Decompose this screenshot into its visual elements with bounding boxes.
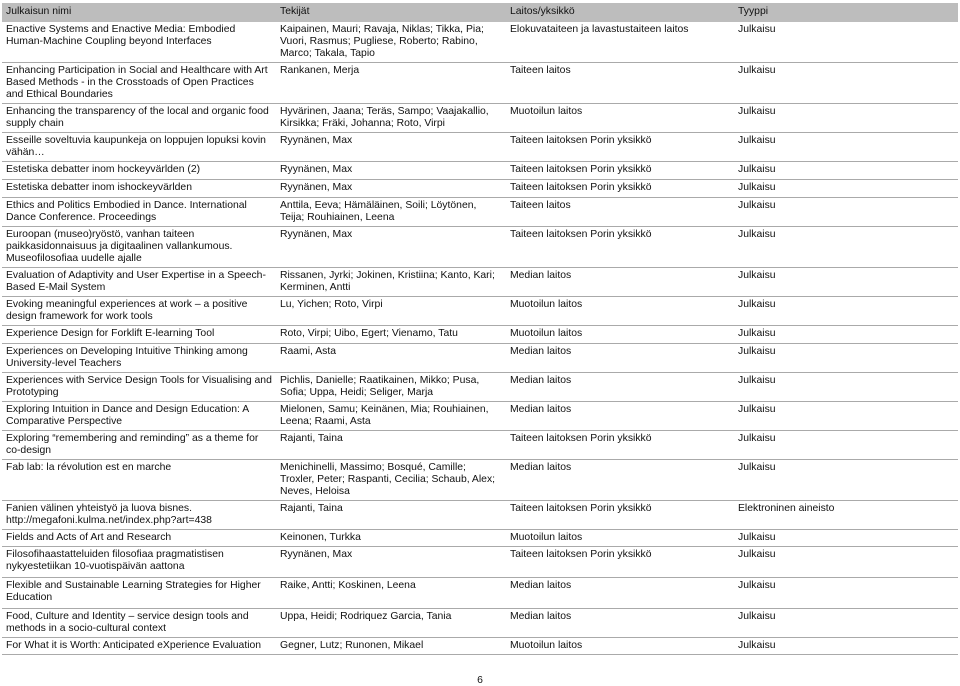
cell-type: Julkaisu	[734, 609, 958, 638]
cell-unit: Elokuvataiteen ja lavastustaiteen laitos	[506, 22, 734, 63]
cell-authors: Ryynänen, Max	[276, 547, 506, 578]
cell-title: Euroopan (museo)ryöstö, vanhan taiteen paikkasidonnaisuus ja digitaalinen vallankumous. Museofilosofiaa uudelle ajalle	[2, 227, 276, 268]
table-row	[2, 326, 958, 344]
cell-unit: Taiteen laitoksen Porin yksikkö	[506, 133, 734, 162]
cell-authors: Gegner, Lutz; Runonen, Mikael	[276, 638, 506, 655]
publications-table	[2, 3, 958, 655]
cell-authors: Mielonen, Samu; Keinänen, Mia; Rouhiainen, Leena; Raami, Asta	[276, 402, 506, 431]
cell-type: Julkaisu	[734, 133, 958, 162]
cell-title: Esseille soveltuvia kaupunkeja on loppujen lopuksi kovin vähän…	[2, 133, 276, 162]
cell-authors: Ryynänen, Max	[276, 180, 506, 198]
cell-title: Evaluation of Adaptivity and User Expertise in a Speech-Based E-Mail System	[2, 268, 276, 297]
cell-type: Julkaisu	[734, 104, 958, 133]
cell-title: Enactive Systems and Enactive Media: Embodied Human-Machine Coupling beyond Interfaces	[2, 22, 276, 63]
table-row	[2, 104, 958, 133]
cell-authors: Rankanen, Merja	[276, 63, 506, 104]
column-header-title: Julkaisun nimi	[2, 3, 276, 22]
cell-type: Julkaisu	[734, 578, 958, 609]
cell-authors: Ryynänen, Max	[276, 133, 506, 162]
cell-title: Estetiska debatter inom ishockeyvärlden	[2, 180, 276, 198]
cell-unit: Median laitos	[506, 609, 734, 638]
table-header-row	[2, 3, 958, 22]
cell-title: Exploring Intuition in Dance and Design Education: A Comparative Perspective	[2, 402, 276, 431]
cell-type: Julkaisu	[734, 460, 958, 501]
cell-title: Experiences on Developing Intuitive Thinking among University-level Teachers	[2, 344, 276, 373]
table-row	[2, 22, 958, 63]
cell-title: Filosofihaastatteluiden filosofiaa pragmatistisen nykyestetiikan 10-vuotispäivän aattona	[2, 547, 276, 578]
cell-unit: Taiteen laitoksen Porin yksikkö	[506, 547, 734, 578]
cell-unit: Median laitos	[506, 373, 734, 402]
cell-title: Evoking meaningful experiences at work – a positive design framework for work tools	[2, 297, 276, 326]
cell-unit: Median laitos	[506, 344, 734, 373]
cell-type: Julkaisu	[734, 431, 958, 460]
cell-unit: Taiteen laitoksen Porin yksikkö	[506, 431, 734, 460]
cell-authors: Uppa, Heidi; Rodriquez Garcia, Tania	[276, 609, 506, 638]
cell-unit: Median laitos	[506, 578, 734, 609]
column-header-unit: Laitos/yksikkö	[506, 3, 734, 22]
cell-unit: Muotoilun laitos	[506, 638, 734, 655]
table-row	[2, 180, 958, 198]
table-row	[2, 501, 958, 530]
cell-title: Enhancing Participation in Social and Healthcare with Art Based Methods - in the Crosstoads of Open Practices and Ethical Boundaries	[2, 63, 276, 104]
cell-unit: Muotoilun laitos	[506, 297, 734, 326]
cell-authors: Ryynänen, Max	[276, 227, 506, 268]
table-row	[2, 578, 958, 609]
column-header-authors: Tekijät	[276, 3, 506, 22]
cell-title: Fields and Acts of Art and Research	[2, 530, 276, 547]
cell-unit: Muotoilun laitos	[506, 104, 734, 133]
cell-title: Enhancing the transparency of the local and organic food supply chain	[2, 104, 276, 133]
cell-authors: Rajanti, Taina	[276, 501, 506, 530]
cell-type: Julkaisu	[734, 63, 958, 104]
cell-authors: Raami, Asta	[276, 344, 506, 373]
table-row	[2, 530, 958, 547]
cell-authors: Anttila, Eeva; Hämäläinen, Soili; Löytönen, Teija; Rouhiainen, Leena	[276, 198, 506, 227]
cell-unit: Taiteen laitoksen Porin yksikkö	[506, 180, 734, 198]
cell-type: Elektroninen aineisto	[734, 501, 958, 530]
cell-authors: Keinonen, Turkka	[276, 530, 506, 547]
table-row	[2, 547, 958, 578]
cell-authors: Menichinelli, Massimo; Bosqué, Camille; Troxler, Peter; Raspanti, Cecilia; Schaub, Alex; Neves, Heloisa	[276, 460, 506, 501]
cell-title: Estetiska debatter inom hockeyvärlden (2)	[2, 162, 276, 180]
table-row	[2, 198, 958, 227]
cell-unit: Median laitos	[506, 268, 734, 297]
cell-authors: Kaipainen, Mauri; Ravaja, Niklas; Tikka, Pia; Vuori, Rasmus; Pugliese, Roberto; Rabino, Marco; Takala, Tapio	[276, 22, 506, 63]
cell-type: Julkaisu	[734, 22, 958, 63]
cell-unit: Median laitos	[506, 460, 734, 501]
table-row	[2, 402, 958, 431]
cell-type: Julkaisu	[734, 402, 958, 431]
cell-type: Julkaisu	[734, 297, 958, 326]
cell-type: Julkaisu	[734, 268, 958, 297]
cell-type: Julkaisu	[734, 547, 958, 578]
cell-type: Julkaisu	[734, 373, 958, 402]
cell-unit: Muotoilun laitos	[506, 530, 734, 547]
table-row	[2, 638, 958, 655]
cell-title: Fab lab: la révolution est en marche	[2, 460, 276, 501]
table-row	[2, 133, 958, 162]
cell-unit: Taiteen laitoksen Porin yksikkö	[506, 162, 734, 180]
cell-unit: Taiteen laitos	[506, 63, 734, 104]
cell-unit: Taiteen laitos	[506, 198, 734, 227]
cell-type: Julkaisu	[734, 198, 958, 227]
cell-type: Julkaisu	[734, 227, 958, 268]
cell-title: Flexible and Sustainable Learning Strategies for Higher Education	[2, 578, 276, 609]
cell-unit: Taiteen laitoksen Porin yksikkö	[506, 227, 734, 268]
cell-unit: Muotoilun laitos	[506, 326, 734, 344]
cell-title: Ethics and Politics Embodied in Dance. International Dance Conference. Proceedings	[2, 198, 276, 227]
cell-type: Julkaisu	[734, 530, 958, 547]
cell-type: Julkaisu	[734, 638, 958, 655]
cell-title: Exploring “remembering and reminding” as a theme for co-design	[2, 431, 276, 460]
cell-title: Experiences with Service Design Tools for Visualising and Prototyping	[2, 373, 276, 402]
cell-authors: Rajanti, Taina	[276, 431, 506, 460]
cell-authors: Hyvärinen, Jaana; Teräs, Sampo; Vaajakallio, Kirsikka; Fräki, Johanna; Roto, Virpi	[276, 104, 506, 133]
cell-authors: Lu, Yichen; Roto, Virpi	[276, 297, 506, 326]
page-number: 6	[477, 675, 483, 686]
table-row	[2, 297, 958, 326]
cell-title: Experience Design for Forklift E-learning Tool	[2, 326, 276, 344]
table-row	[2, 344, 958, 373]
cell-title: Fanien välinen yhteistyö ja luova bisnes. http://megafoni.kulma.net/index.php?art=438	[2, 501, 276, 530]
cell-type: Julkaisu	[734, 180, 958, 198]
table-row	[2, 609, 958, 638]
cell-authors: Pichlis, Danielle; Raatikainen, Mikko; Pusa, Sofia; Uppa, Heidi; Seliger, Marja	[276, 373, 506, 402]
cell-title: Food, Culture and Identity – service design tools and methods in a socio-cultural context	[2, 609, 276, 638]
column-header-type: Tyyppi	[734, 3, 958, 22]
cell-unit: Taiteen laitoksen Porin yksikkö	[506, 501, 734, 530]
table-row	[2, 373, 958, 402]
cell-title: For What it is Worth: Anticipated eXperience Evaluation	[2, 638, 276, 655]
cell-authors: Raike, Antti; Koskinen, Leena	[276, 578, 506, 609]
cell-authors: Rissanen, Jyrki; Jokinen, Kristiina; Kanto, Kari; Kerminen, Antti	[276, 268, 506, 297]
table-row	[2, 63, 958, 104]
table-row	[2, 227, 958, 268]
cell-unit: Median laitos	[506, 402, 734, 431]
table-row	[2, 162, 958, 180]
table-row	[2, 268, 958, 297]
cell-authors: Roto, Virpi; Uibo, Egert; Vienamo, Tatu	[276, 326, 506, 344]
cell-type: Julkaisu	[734, 344, 958, 373]
table-row	[2, 431, 958, 460]
cell-type: Julkaisu	[734, 162, 958, 180]
cell-authors: Ryynänen, Max	[276, 162, 506, 180]
table-row	[2, 460, 958, 501]
cell-type: Julkaisu	[734, 326, 958, 344]
